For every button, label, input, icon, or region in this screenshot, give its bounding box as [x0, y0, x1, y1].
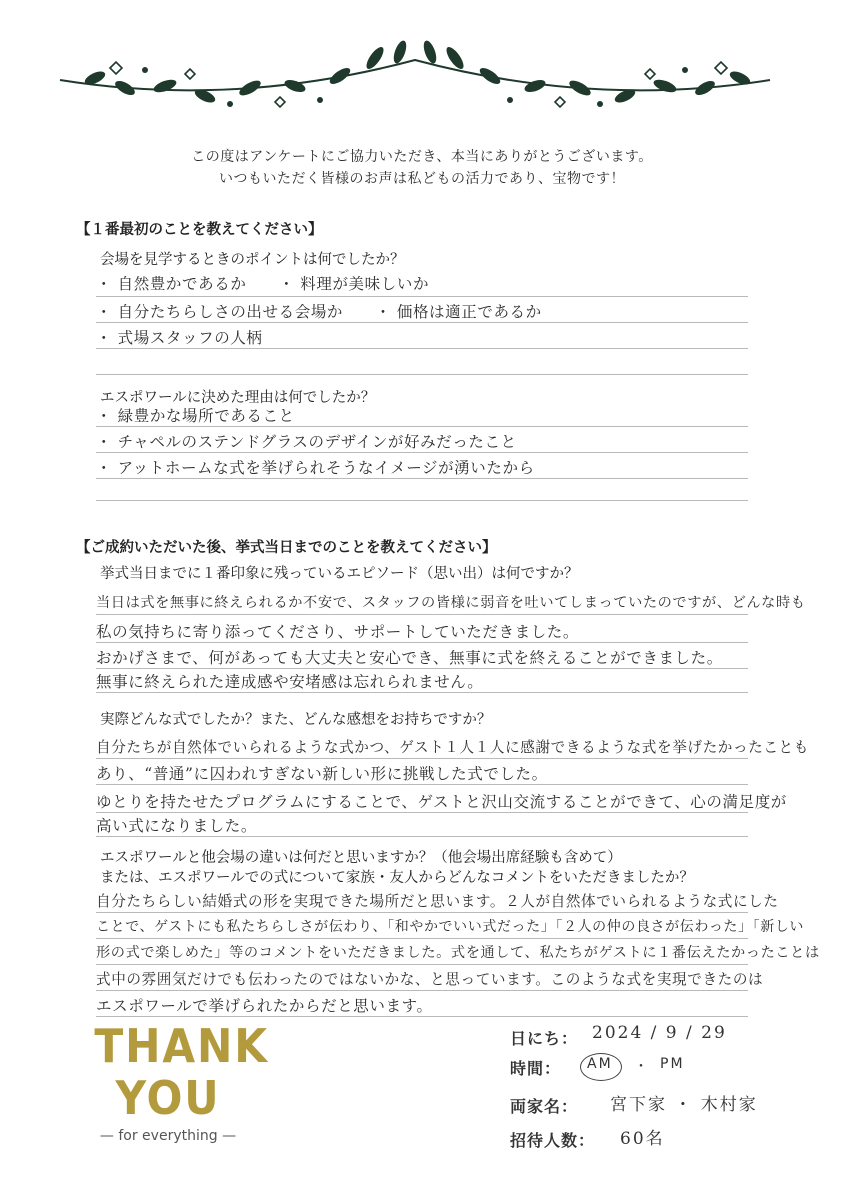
thank-you-line-1: THANK	[94, 1019, 269, 1073]
answer-rule	[96, 912, 748, 913]
answer-line: ・ アットホームな式を挙げられそうなイメージが湧いたから	[96, 459, 535, 477]
answer-rule	[96, 296, 748, 297]
answer-line: ことで、ゲストにも私たちらしさが伝わり、「和やかでいい式だった」「２人の仲の良さが伝わった」「新しい	[96, 919, 805, 935]
question-ceremony-impression: 実際どんな式でしたか？また、どんな感想をお持ちですか？	[100, 712, 492, 728]
answer-rule	[96, 500, 748, 501]
answer-line: 式中の雰囲気だけでも伝わったのではないかな、と思っています。このような式を実現できたのは	[96, 971, 764, 988]
answer-rule	[96, 692, 748, 693]
answer-line: ・ 自分たちらしさの出せる会場か ・ 価格は適正であるか	[96, 303, 542, 321]
answer-rule	[96, 938, 748, 939]
guests-value: 60名	[620, 1129, 665, 1149]
answer-line: ・ 緑豊かな場所であること	[96, 407, 295, 425]
thank-you-logo	[88, 1019, 269, 1144]
time-pm: PM	[660, 1056, 685, 1072]
answer-line: エスポワールで挙げられたからだと思います。	[96, 997, 433, 1015]
answer-rule	[96, 784, 748, 785]
answer-rule	[96, 478, 748, 479]
date-label: 日にち：	[510, 1029, 579, 1048]
answer-line: 自分たちらしい結婚式の形を実現できた場所だと思います。２人が自然体でいられるような式にした	[96, 893, 779, 910]
answer-line: あり、“普通”に囚われすぎない新しい形に挑戦した式でした。	[96, 765, 548, 783]
thank-you-line-2: YOU	[115, 1071, 221, 1125]
answer-line: 形の式で楽しめた」等のコメントをいただきました。式を通して、私たちがゲストに１番伝えたかったことは	[96, 945, 820, 961]
time-am: AM	[587, 1056, 613, 1072]
intro-line-1: この度はアンケートにご協力いただき、本当にありがとうございます。	[191, 149, 653, 165]
family-value: 宮下家 ・ 木村家	[610, 1095, 758, 1115]
answer-rule	[96, 836, 748, 837]
answer-rule	[96, 374, 748, 375]
question-family-comments: または、エスポワールでの式について家族・友人からどんなコメントをいただきましたか？	[100, 870, 694, 886]
answer-line: 私の気持ちに寄り添ってくださり、サポートしていただきました。	[96, 623, 580, 641]
question-venue-points: 会場を見学するときのポイントは何でしたか？	[100, 252, 405, 268]
time-label: 時間：	[510, 1059, 562, 1078]
answer-line: おかげさまで、何があっても大丈夫と安心でき、無事に式を終えることができました。	[96, 649, 723, 667]
answer-line: ・ 式場スタッフの人柄	[96, 329, 263, 347]
family-label: 両家名：	[510, 1097, 579, 1116]
date-value: 2024 / 9 / 29	[592, 1023, 727, 1043]
answer-rule	[96, 452, 748, 453]
answer-rule	[96, 426, 748, 427]
answer-line: ・ チャペルのステンドグラスのデザインが好みだったこと	[96, 433, 517, 451]
answer-line: ゆとりを持たせたプログラムにすることで、ゲストと沢山交流することができて、心の満足度が	[96, 793, 787, 811]
section-2-title: 【ご成約いただいた後、挙式当日までのことを教えてください】	[76, 540, 497, 556]
botanical-garland	[55, 38, 775, 120]
question-memorable-episode: 挙式当日までに１番印象に残っているエピソード（思い出）は何ですか？	[100, 566, 579, 582]
answer-rule	[96, 348, 748, 349]
answer-rule	[96, 812, 748, 813]
answer-rule	[96, 1016, 748, 1017]
section-1-title: 【１番最初のことを教えてください】	[76, 222, 323, 238]
intro-line-2: いつもいただく皆様のお声は私どもの活力であり、宝物です！	[219, 171, 625, 187]
thank-you-tagline: — for everything —	[99, 1128, 237, 1144]
answer-line: 自分たちが自然体でいられるような式かつ、ゲスト１人１人に感謝できるような式を挙げたかったことも	[96, 739, 809, 756]
question-venue-difference: エスポワールと他会場の違いは何だと思いますか？（他会場出席経験も含めて）	[100, 850, 622, 866]
answer-rule	[96, 964, 748, 965]
answer-line: ・ 自然豊かであるか ・ 料理が美味しいか	[96, 275, 430, 293]
question-reason-chosen: エスポワールに決めた理由は何でしたか？	[100, 390, 376, 406]
answer-rule	[96, 322, 748, 323]
answer-rule	[96, 642, 748, 643]
time-separator: ・	[634, 1059, 650, 1075]
answer-rule	[96, 668, 748, 669]
answer-rule	[96, 990, 748, 991]
guests-label: 招待人数：	[510, 1131, 596, 1150]
answer-line: 無事に終えられた達成感や安堵感は忘れられません。	[96, 673, 484, 691]
answer-rule	[96, 758, 748, 759]
answer-line: 高い式になりました。	[96, 817, 258, 835]
answer-rule	[96, 614, 748, 615]
answer-line: 当日は式を無事に終えられるか不安で、スタッフの皆様に弱音を吐いてしまっていたのですが、どんな時も	[96, 595, 806, 611]
